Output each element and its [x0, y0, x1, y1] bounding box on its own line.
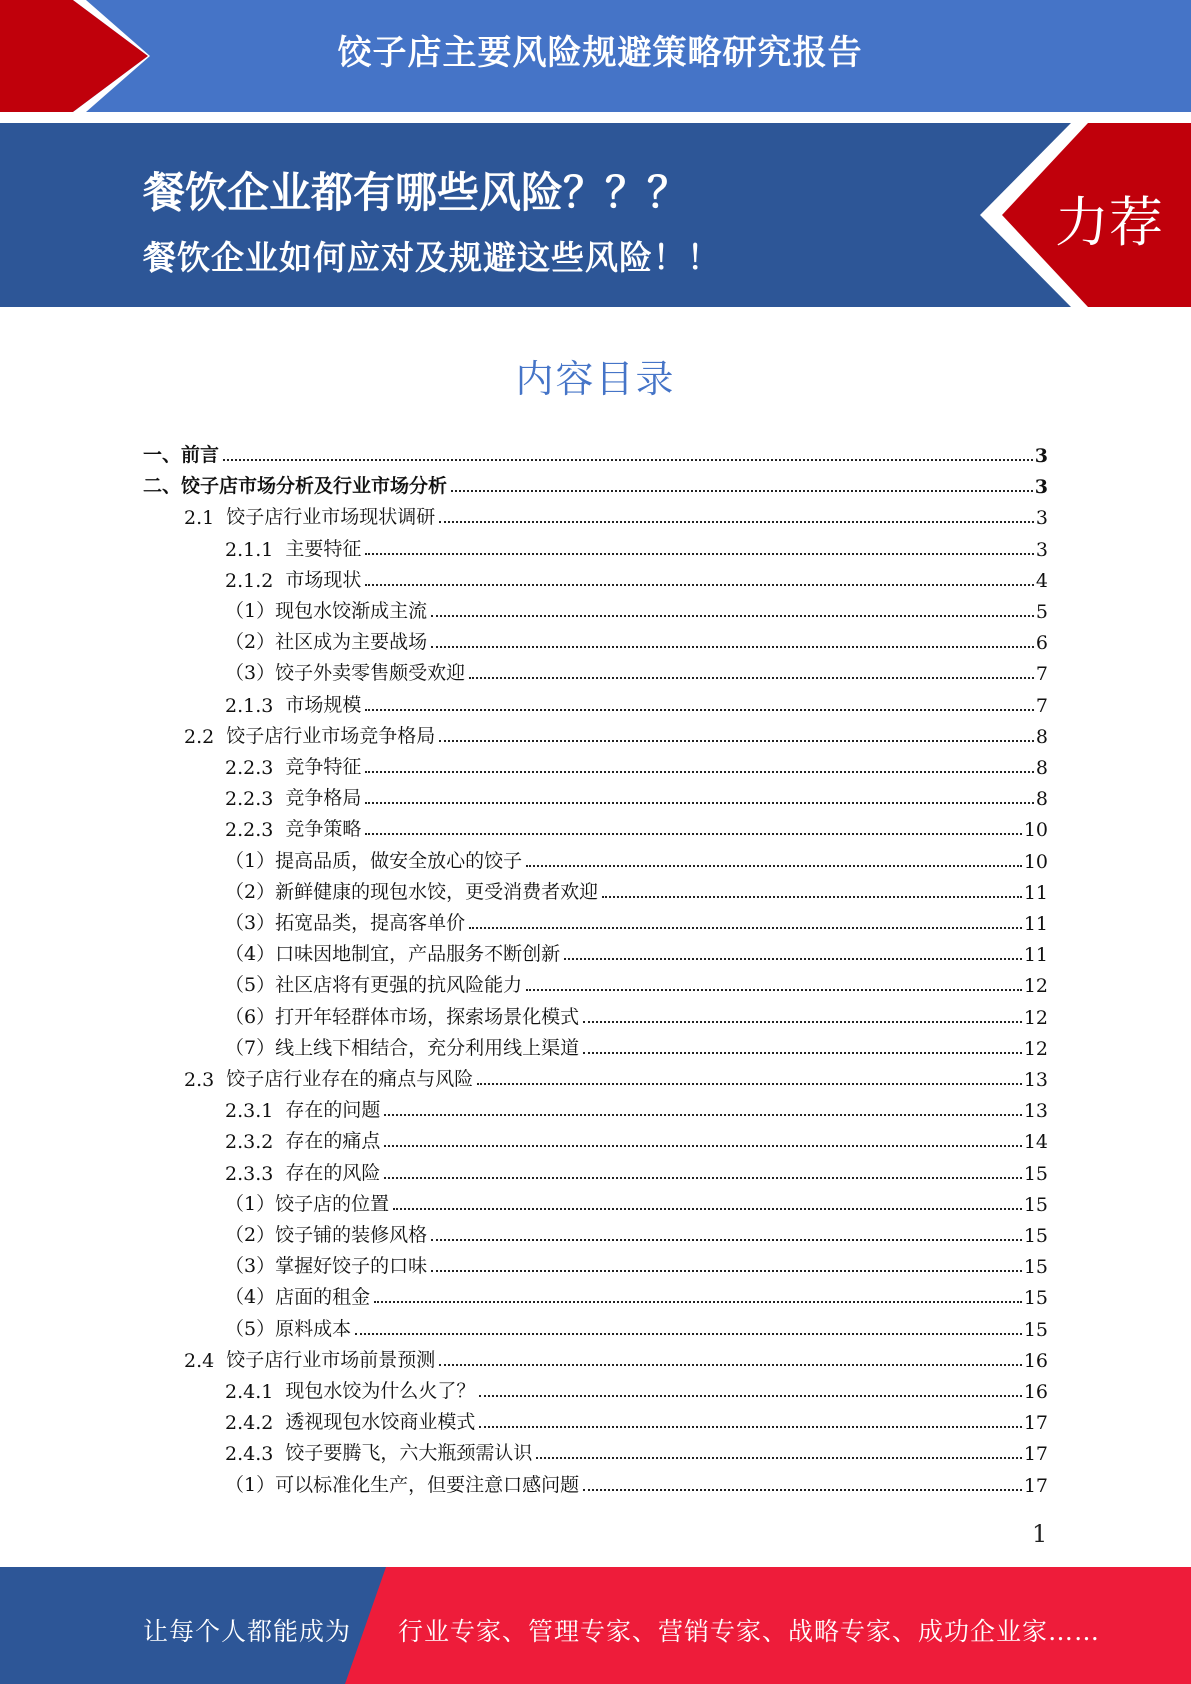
toc-dot-leader: [564, 958, 1022, 960]
toc-entry-page: 13: [1023, 1100, 1048, 1122]
toc-entry-title: （7）线上线下相结合，充分利用线上渠道: [225, 1037, 580, 1059]
toc-entry[interactable]: [225, 1029, 1048, 1060]
toc-entry[interactable]: [225, 592, 1048, 623]
toc-entry-title: （1）现包水饺渐成主流: [225, 600, 428, 622]
toc-entry-page: 12: [1023, 975, 1048, 997]
toc-entry-page: 15: [1023, 1319, 1048, 1341]
toc-entry[interactable]: [225, 1403, 1048, 1434]
toc-entry-title: 一、前言: [143, 444, 220, 466]
toc-entry-number: 2.2.3: [225, 819, 274, 841]
toc-entry-number: 2.1: [184, 507, 215, 529]
toc-entry-title: 存在的风险: [285, 1162, 381, 1184]
toc-dot-leader: [365, 833, 1021, 835]
toc-entry-page: 12: [1023, 1007, 1048, 1029]
toc-entry-page: 17: [1023, 1412, 1048, 1434]
toc-dot-leader: [469, 927, 1022, 929]
toc-entry-number: 2.4.2: [225, 1412, 274, 1434]
toc-entry-title: 透视现包水饺商业模式: [285, 1411, 476, 1433]
toc-dot-leader: [431, 646, 1034, 648]
toc-entry[interactable]: [184, 1341, 1048, 1372]
toc-dot-leader: [439, 521, 1034, 523]
toc-entry[interactable]: [184, 498, 1048, 529]
toc-entry[interactable]: [225, 623, 1048, 654]
toc-dot-leader: [536, 1457, 1021, 1459]
toc-entry-page: 17: [1023, 1443, 1048, 1465]
toc-entry[interactable]: [225, 530, 1048, 561]
toc-entry-page: 11: [1023, 882, 1048, 904]
toc-entry-page: 3: [1035, 507, 1048, 529]
toc-entry-number: 2.4.1: [225, 1381, 274, 1403]
toc-entry-page: 3: [1034, 445, 1048, 467]
toc-dot-leader: [374, 1301, 1022, 1303]
toc-dot-leader: [431, 1239, 1022, 1241]
toc-entry[interactable]: [225, 966, 1048, 997]
toc-entry[interactable]: [225, 842, 1048, 873]
toc-entry[interactable]: [225, 810, 1048, 841]
toc-entry-title: （2）社区成为主要战场: [225, 631, 428, 653]
toc-entry[interactable]: [184, 717, 1048, 748]
toc-dot-leader: [393, 1208, 1022, 1210]
toc-entry-number: 2.1.2: [225, 570, 274, 592]
toc-entry[interactable]: [225, 779, 1048, 810]
toc-entry-number: 2.1.1: [225, 539, 274, 561]
headline-risks-question: 餐饮企业都有哪些风险？？？: [143, 168, 690, 217]
toc-entry-page: 3: [1034, 476, 1048, 498]
toc-dot-leader: [451, 490, 1033, 492]
toc-entry-number: 2.2: [184, 726, 215, 748]
toc-entry-title: （1）提高品质，做安全放心的饺子: [225, 850, 523, 872]
toc-dot-leader: [583, 1489, 1022, 1491]
toc-entry-title: （2）新鲜健康的现包水饺，更受消费者欢迎: [225, 881, 599, 903]
toc-entry-number: 2.3.1: [225, 1100, 274, 1122]
page-number: 1: [1032, 1520, 1048, 1548]
toc-dot-leader: [223, 459, 1033, 461]
toc-entry-number: 2.3.2: [225, 1131, 274, 1153]
toc-entry-page: 14: [1023, 1131, 1048, 1153]
toc-entry-page: 17: [1023, 1475, 1048, 1497]
toc-entry-title: 竞争策略: [285, 818, 362, 840]
toc-entry[interactable]: [225, 1122, 1048, 1153]
toc-entry-title: （3）掌握好饺子的口味: [225, 1255, 428, 1277]
toc-entry-number: 2.2.3: [225, 757, 274, 779]
toc-entry-title: 二、饺子店市场分析及行业市场分析: [143, 475, 448, 497]
toc-dot-leader: [431, 615, 1034, 617]
toc-heading: 内容目录: [515, 357, 676, 401]
toc-entry[interactable]: [143, 467, 1048, 498]
toc-entry-number: 2.3.3: [225, 1163, 274, 1185]
toc-dot-leader: [439, 740, 1034, 742]
toc-dot-leader: [526, 989, 1022, 991]
toc-dot-leader: [365, 771, 1034, 773]
toc-entry-page: 8: [1035, 757, 1048, 779]
toc-entry-title: （3）饺子外卖零售颇受欢迎: [225, 662, 466, 684]
toc-entry-title: （1）饺子店的位置: [225, 1193, 390, 1215]
toc-entry[interactable]: [225, 748, 1048, 779]
toc-dot-leader: [602, 896, 1022, 898]
footer-slogan-left: 让每个人都能成为: [143, 1617, 352, 1646]
toc-entry-page: 3: [1035, 539, 1048, 561]
toc-entry-title: 饺子要腾飞，六大瓶颈需认识: [285, 1442, 533, 1464]
recommend-badge-text: 力荐: [1055, 191, 1163, 254]
toc-dot-leader: [583, 1021, 1022, 1023]
toc-entry-title: （2）饺子铺的装修风格: [225, 1224, 428, 1246]
toc-entry[interactable]: [225, 561, 1048, 592]
toc-entry-page: 10: [1023, 851, 1048, 873]
toc-dot-leader: [469, 677, 1034, 679]
toc-entry[interactable]: [225, 1466, 1048, 1497]
toc-entry-page: 7: [1035, 663, 1048, 685]
toc-entry-number: 2.4: [184, 1350, 215, 1372]
toc-entry-title: （6）打开年轻群体市场，探索场景化模式: [225, 1006, 580, 1028]
toc-entry[interactable]: [225, 935, 1048, 966]
toc-entry[interactable]: [184, 1060, 1048, 1091]
toc-entry-title: （5）原料成本: [225, 1318, 352, 1340]
toc-entry[interactable]: [225, 654, 1048, 685]
toc-entry-page: 12: [1023, 1038, 1048, 1060]
toc-entry-title: 饺子店行业市场现状调研: [226, 506, 436, 528]
toc-entry-page: 15: [1023, 1256, 1048, 1278]
toc-dot-leader: [479, 1395, 1021, 1397]
toc-entry-page: 7: [1035, 695, 1048, 717]
toc-entry-title: 存在的痛点: [285, 1130, 381, 1152]
toc-entry-number: 2.4.3: [225, 1443, 274, 1465]
toc-entry-title: 饺子店行业市场竞争格局: [226, 725, 436, 747]
toc-entry-title: （3）拓宽品类，提高客单价: [225, 912, 466, 934]
toc-entry-title: （1）可以标准化生产，但要注意口感问题: [225, 1474, 580, 1496]
toc-entry-page: 11: [1023, 913, 1048, 935]
toc-entry[interactable]: [225, 1434, 1048, 1465]
toc-entry-title: 饺子店行业市场前景预测: [226, 1349, 436, 1371]
toc-dot-leader: [384, 1145, 1021, 1147]
toc-dot-leader: [583, 1052, 1022, 1054]
toc-entry-title: 主要特征: [285, 538, 362, 560]
toc-entry-page: 15: [1023, 1287, 1048, 1309]
toc-entry-title: （5）社区店将有更强的抗风险能力: [225, 974, 523, 996]
toc-dot-leader: [431, 1270, 1022, 1272]
toc-entry[interactable]: [225, 904, 1048, 935]
toc-entry[interactable]: [225, 1091, 1048, 1122]
toc-dot-leader: [365, 802, 1034, 804]
report-title: 饺子店主要风险规避策略研究报告: [337, 33, 863, 73]
toc-entry[interactable]: [225, 1247, 1048, 1278]
footer-slogan-right: 行业专家、管理专家、营销专家、战略专家、成功企业家……: [398, 1617, 1101, 1646]
toc-dot-leader: [526, 865, 1022, 867]
toc-entry-number: 2.2.3: [225, 788, 274, 810]
toc-dot-leader: [355, 1333, 1022, 1335]
toc-entry-title: 现包水饺为什么火了？: [285, 1380, 476, 1402]
toc-entry[interactable]: [225, 998, 1048, 1029]
toc-entry-page: 6: [1035, 632, 1048, 654]
toc-entry[interactable]: [225, 1278, 1048, 1309]
toc-entry-page: 5: [1035, 601, 1048, 623]
red-chevron-decoration: [0, 0, 150, 112]
toc-entry-page: 8: [1035, 726, 1048, 748]
toc-entry-page: 4: [1035, 570, 1048, 592]
toc-entry-title: 竞争格局: [285, 787, 362, 809]
toc-dot-leader: [439, 1364, 1022, 1366]
toc-entry-title: 存在的问题: [285, 1099, 381, 1121]
toc-entry-title: 饺子店行业存在的痛点与风险: [226, 1068, 474, 1090]
toc-entry-number: 2.3: [184, 1069, 215, 1091]
toc-entry-page: 10: [1023, 819, 1048, 841]
toc-entry[interactable]: [225, 1154, 1048, 1185]
toc-dot-leader: [384, 1177, 1021, 1179]
toc-entry[interactable]: [225, 873, 1048, 904]
toc-dot-leader: [365, 553, 1034, 555]
toc-entry[interactable]: [225, 1310, 1048, 1341]
toc-entry[interactable]: [225, 1185, 1048, 1216]
toc-entry-page: 15: [1023, 1225, 1048, 1247]
toc-entry[interactable]: [225, 1216, 1048, 1247]
toc-dot-leader: [365, 584, 1034, 586]
toc-entry-page: 15: [1023, 1163, 1048, 1185]
toc-entry-title: （4）店面的租金: [225, 1286, 371, 1308]
toc-entry-page: 15: [1023, 1194, 1048, 1216]
toc-dot-leader: [384, 1114, 1021, 1116]
toc-entry-page: 8: [1035, 788, 1048, 810]
toc-entry-page: 16: [1023, 1350, 1048, 1372]
toc-dot-leader: [365, 709, 1034, 711]
toc-entry-title: 竞争特征: [285, 756, 362, 778]
headline-risks-answer: 餐饮企业如何应对及规避这些风险！！: [143, 238, 721, 277]
toc-entry-number: 2.1.3: [225, 695, 274, 717]
toc-entry-page: 11: [1023, 944, 1048, 966]
toc-entry-page: 13: [1023, 1069, 1048, 1091]
toc-entry-title: 市场现状: [285, 569, 362, 591]
toc-dot-leader: [477, 1083, 1022, 1085]
toc-entry-page: 16: [1023, 1381, 1048, 1403]
toc-dot-leader: [479, 1426, 1021, 1428]
toc-entry[interactable]: [225, 686, 1048, 717]
toc-entry-title: 市场规模: [285, 694, 362, 716]
toc-entry[interactable]: [225, 1372, 1048, 1403]
toc-entry[interactable]: [143, 436, 1048, 467]
toc-entry-title: （4）口味因地制宜，产品服务不断创新: [225, 943, 561, 965]
